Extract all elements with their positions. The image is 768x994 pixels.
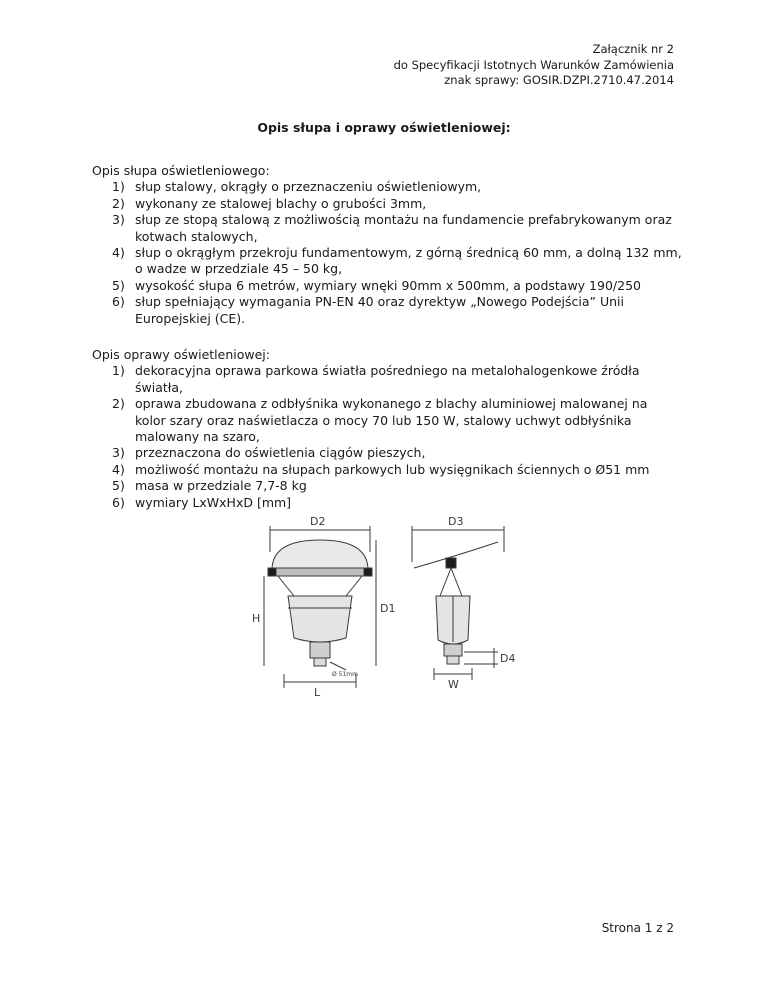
document-header	[394, 42, 674, 89]
side-support-left	[440, 568, 451, 596]
item-number: 3)	[112, 212, 125, 228]
pole-description-section	[92, 163, 682, 327]
luminaire-heading: Opis oprawy oświetleniowej:	[92, 347, 270, 362]
item-number: 6)	[112, 294, 125, 310]
support-right	[346, 576, 362, 596]
side-sleeve	[444, 644, 462, 656]
item-text: słup ze stopą stalową z możliwością montażu na fundamencie prefabrykowanym oraz kotwach stalowych,	[135, 212, 672, 244]
list-item	[92, 212, 682, 245]
item-text: słup stalowy, okrągły o przeznaczeniu oświetleniowym,	[135, 179, 482, 195]
label-d4: D4	[500, 652, 516, 665]
label-l: L	[314, 686, 321, 699]
item-number: 6)	[112, 494, 125, 510]
list-item	[92, 245, 682, 278]
side-bracket	[446, 558, 456, 568]
label-h: H	[252, 612, 261, 625]
label-d2: D2	[310, 515, 326, 528]
luminaire-description-section	[92, 347, 682, 511]
item-number: 3)	[112, 445, 125, 461]
list-item	[92, 478, 682, 494]
label-d3: D3	[448, 515, 464, 528]
item-text: przeznaczona do oświetlenia ciągów pieszych,	[135, 445, 426, 461]
page-number: Strona 1 z 2	[601, 921, 674, 935]
attachment-number: Załącznik nr 2	[592, 42, 674, 56]
item-number: 2)	[112, 396, 125, 412]
pole-list	[92, 179, 682, 327]
item-number: 5)	[112, 478, 125, 494]
specification-reference: do Specyfikacji Istotnych Warunków Zamówienia	[393, 57, 674, 72]
bracket-right	[364, 568, 372, 576]
item-text: słup o okrągłym przekroju fundamentowym, z górną średnicą 60 mm, a dolną 132 mm, o wadze w przedziale 45 – 50 kg,	[135, 245, 682, 277]
side-sleeve-end	[447, 656, 459, 664]
list-item	[92, 462, 682, 478]
support-left	[278, 576, 294, 596]
reflector-body	[288, 596, 352, 642]
item-text: wysokość słupa 6 metrów, wymiary wnęki 90mm x 500mm, a podstawy 190/250	[135, 277, 641, 293]
item-text: masa w przedziale 7,7-8 kg	[135, 478, 307, 494]
list-item	[92, 396, 682, 445]
canopy-shape	[272, 540, 368, 570]
luminaire-dimension-drawing	[248, 512, 528, 702]
label-phi: Ø 51mm	[332, 671, 358, 678]
list-item	[92, 445, 682, 461]
label-w: W	[448, 678, 459, 691]
item-number: 5)	[112, 277, 125, 293]
item-number: 4)	[112, 245, 125, 261]
list-item	[92, 495, 682, 511]
item-text: wymiary LxWxHxD [mm]	[135, 494, 292, 510]
luminaire-list	[92, 363, 682, 511]
phi-leader	[330, 662, 346, 670]
item-text: słup spełniający wymagania PN-EN 40 oraz dyrektyw „Nowego Podejścia” Unii Europejskiej (CE).	[135, 294, 624, 326]
item-number: 1)	[112, 363, 125, 379]
list-item	[92, 196, 682, 212]
document-title: Opis słupa i oprawy oświetleniowej:	[257, 120, 511, 135]
canopy-rim	[270, 568, 370, 576]
label-d1: D1	[380, 602, 396, 615]
mounting-sleeve	[310, 642, 330, 658]
luminaire-drawing-svg	[248, 512, 528, 702]
list-item	[92, 363, 682, 396]
sleeve-end	[314, 658, 326, 666]
list-item	[92, 179, 682, 195]
case-reference: znak sprawy: GOSIR.DZPI.2710.47.2014	[444, 73, 674, 87]
bracket-left	[268, 568, 276, 576]
list-item	[92, 278, 682, 294]
item-text: oprawa zbudowana z odbłyśnika wykonanego z blachy aluminiowej malowanej na kolor szary oraz naświetlacza o mocy 70 lub 150 W, stalowy uchwyt odbłyśnika malowany na szaro,	[135, 396, 648, 445]
item-number: 4)	[112, 461, 125, 477]
side-support-right	[451, 568, 462, 596]
pole-heading: Opis słupa oświetleniowego:	[92, 163, 270, 178]
item-number: 2)	[112, 195, 125, 211]
item-number: 1)	[112, 179, 125, 195]
item-text: dekoracyjna oprawa parkowa światła pośredniego na metalohalogenkowe źródła światła,	[135, 363, 640, 395]
item-text: możliwość montażu na słupach parkowych lub wysięgnikach ściennych o Ø51 mm	[135, 461, 650, 477]
list-item	[92, 294, 682, 327]
item-text: wykonany ze stalowej blachy o grubości 3mm,	[135, 195, 427, 211]
